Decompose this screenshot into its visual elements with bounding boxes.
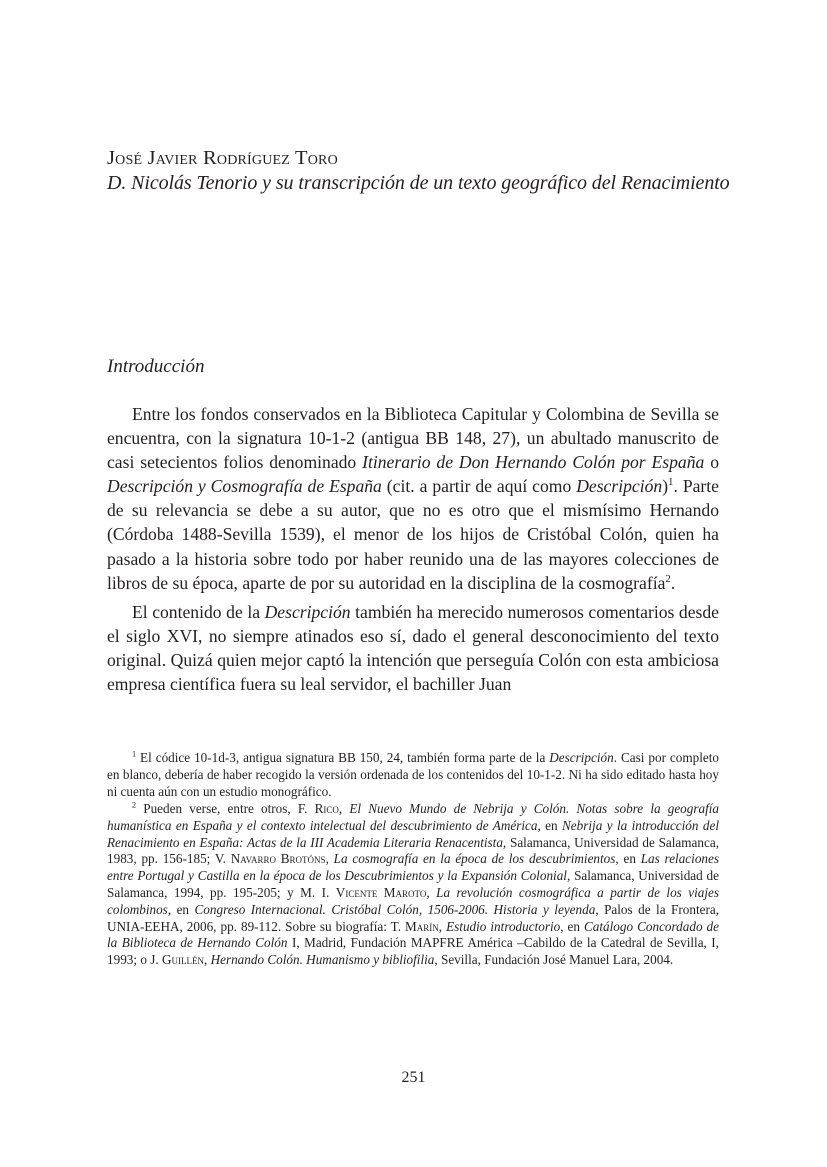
footnote-marker: 2 (132, 800, 137, 810)
section-heading: Introducción (107, 356, 205, 377)
page-number: 251 (401, 1069, 426, 1086)
author-name: José Javier Rodríguez Toro (107, 147, 338, 169)
footnote-reference[interactable]: 2 (665, 572, 671, 585)
article-title: D. Nicolás Tenorio y su transcripción de un texto geográfico del Renacimiento (107, 172, 730, 194)
footnote-marker: 1 (132, 749, 137, 759)
footnote: $^2$ Pueden verse, entre otros, F. Rico, El Nuevo Mundo de Nebrija y Colón. Notas sobre la geografía humanística en España y el contexto intelectual del descubrimiento de América, en Nebrija y la introducción del Renacimiento en España: Actas de la III Academia Literaria Renacentista, Salamanca, Universidad de Salamanca, 1983, pp. 156-185; V. Navarro Brotóns, La cosmografía en la época de los descubrimientos, en Las relaciones entre Portugal y Castilla en la época de los Descubrimientos y la Expansión Colonial, Salamanca, Universidad de Salamanca, 1994, pp. 195-205; y M. I. Vicente Maroto, La revolución cosmográfica a partir de los viajes colombinos, en Congreso Internacional. Cristóbal Colón, 1506-2006. Historia y leyenda, Palos de la Frontera, UNIA-EEHA, 2006, pp. 89-112. Sobre su biografía: T. Marín, Estudio introductorio, en Catálogo Concordado de la Biblioteca de Hernando Colón I, Madrid, Fundación MAPFRE América –Cabildo de la Catedral de Sevilla, I, 1993; o J. Guillén, Hernando Colón. Humanismo y bibliofilia, Sevilla, Fundación José Manuel Lara, 2004. (107, 800, 720, 968)
body-paragraph: Entre los fondos conservados en la Biblioteca Capitular y Colombina de Sevilla se encuentra, con la signatura 10-1-2 (antigua BB 148, 27), un abultado manuscrito de casi setecientos folios denominado Itinerario de Don Hernando Colón por España o Descripción y Cosmografía de España (cit. a partir de aquí como Descripción)$^1$. Parte de su relevancia se debe a su autor, que no es otro que el mismísimo Hernando (Córdoba 1488-Sevilla 1539), el menor de los hijos de Cristóbal Colón, quien ha pasado a la historia sobre todo por haber reunido una de las mayores colecciones de libros de su época, aparte de por su autoridad en la disciplina de la cosmografía$^2$. (107, 404, 720, 593)
body-paragraph: El contenido de la Descripción también ha merecido numerosos comentarios desde el siglo XVI, no siempre atinados eso sí, dado el general desconocimiento del texto original. Quizá quien mejor captó la intención que perseguía Colón con esta ambiciosa empresa científica fuera su leal servidor, el bachiller Juan (107, 602, 719, 695)
footnote-reference[interactable]: 1 (668, 476, 674, 489)
footnote: $^1$ El códice 10-1d-3, antigua signatura BB 150, 24, también forma parte de la Descripción. Casi por completo en blanco, debería de haber recogido la versión ordenada de los contenidos del 10-1-2. Ni ha sido editado hasta hoy ni cuenta aún con un estudio monográfico. (107, 749, 719, 799)
